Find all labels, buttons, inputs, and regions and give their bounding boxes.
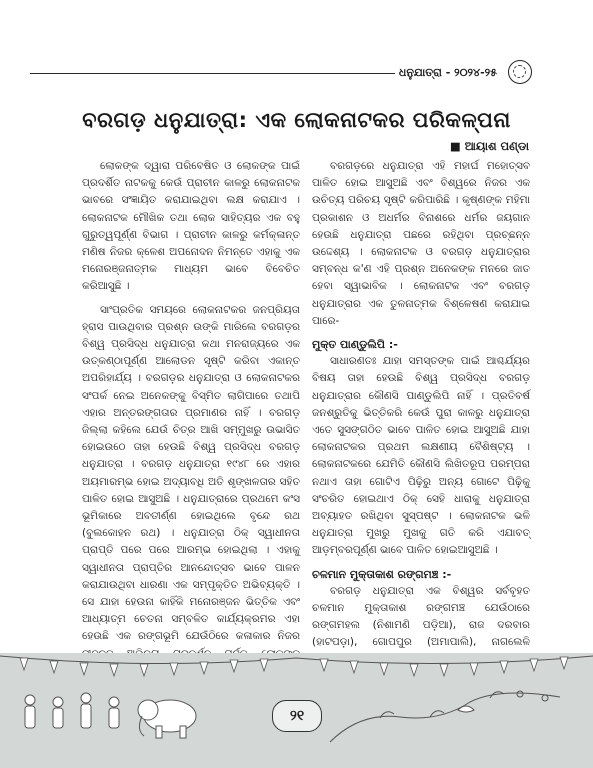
right-paragraph-3: ବରଗଡ଼ ଧନୁଯାତ୍ରା ଏକ ବିଶ୍ୱର ସର୍ବବୃହତ ଚଳମାନ ମୁକ୍ତାକାଶ ରଙ୍ଗମଞ୍ଚ ଯେଉଁଠାରେ ରଙ୍ଗମହଲ (ନିଶାମଣି ପଡ଼ିଆ), ରାଜ ଦରବାର (ହାଟପଡ଼ା), ଗୋପପୁର (ଅମାପାଲି), ନାଗଲେଳି xyxy=(312,584,530,649)
right-paragraph-1: ବରଗଡ଼ରେ ଧନୁଯାତ୍ରା ଏହି ମହାର୍ଘ ମହୋତ୍ସବ ପାଳିତ ହୋଇ ଆସୁଅଛି ଏବଂ ବିଶ୍ୱରେ ନିଜର ଏକ ଉଚିତ୍ୟ ପରିଚୟ ସୃଷ୍ଟି କରିପାରିଛି । କୃଷ୍ଣଙ୍କ ମହିମା ପ୍ରକାଶନ ଓ ଅଧର୍ମର ବିନାଶରେ ଧର୍ମର ଜୟଗାନ ହେଉଛି ଧନୁଯାତ୍ରା ପଛରେ ରହିଥିବା ପ୍ରଚ୍ଛନ୍ନ ଉଦ୍ଦେଶ୍ୟ । ଲୋକନାଟକ ଓ ବରଗଡ଼ ଧନୁଯାତ୍ରାର ସମ୍ବନ୍ଧ କ'ଣ ଏହି ପ୍ରଶ୍ନ ଅନେକଙ୍କ ମନରେ ଜାତ ହେବା ସ୍ୱାଭାବିକ । ଲୋକନାଟକ ଏବଂ ବରଗଡ଼ ଧନୁଯାତ୍ରାର ଏକ ତୁଳନାତ୍ମକ ବିଶ୍ଳେଷଣ କରାଯାଇ ପାରେ- xyxy=(312,160,530,327)
running-title: ଧନୁଯାତ୍ରା - ୨୦୨୪-୨୫ xyxy=(395,66,501,80)
right-column xyxy=(312,158,530,721)
elephant-icon xyxy=(138,700,196,738)
bunting-flags-icon xyxy=(0,652,593,682)
dancing-figures-icon xyxy=(25,693,119,728)
page-number: ୨୧ xyxy=(272,700,322,732)
section-heading-open-stage: ଚଳମାନ ମୁକ୍ତାକାଶ ରଙ୍ଗମଞ୍ଚ :- xyxy=(312,567,452,581)
tree-vine-icon xyxy=(330,691,560,742)
left-paragraph-1: ଲୋକଙ୍କ ଦ୍ୱାରା ପରିବେଷିତ ଓ ଲୋକଙ୍କ ପାଇଁ ପ୍ରଦର୍ଶିତ ନାଟକକୁ କେଉଁ ପ୍ରାଚୀନ କାଳରୁ ଲୋକନାଟକ ଭାବରେ ସଂଜ୍ଞାୟିତ କରାଯାଇଥିବା ଲକ୍ଷ କରାଯାଏ । ଲୋକନାଟକ ମୌଖିକ ତଥା ଲୋକ ସାହିତ୍ୟର ଏକ ବହୁ ଗୁରୁତ୍ୱପୂର୍ଣ୍ଣ ବିଭାଗ । ପ୍ରାଚୀନ କାଳରୁ କର୍ମକ୍ଳାନ୍ତ ମଣିଷ ନିଜର କ୍ଳେଶ ଅପନୋଦନ ନିମନ୍ତେ ଏହାକୁ ଏକ ମନୋରଞ୍ଜନାତ୍ମକ ମାଧ୍ୟମ ଭାବେ ବିବେଚିତ କରିଆସୁଛି । xyxy=(82,160,300,293)
left-paragraph-2: ସାଂପ୍ରତିକ ସମୟରେ ଲୋକନାଟକର ଜନପ୍ରିୟତା ହ୍ରାସ ପାଉଥିବାର ପ୍ରଶ୍ନ ଉଙ୍କି ମାରିଲେ ବରଗଡ଼ର ବିଶ୍ୱ ପ୍ରସିଦ୍ଧ ଧନୁଯାତ୍ରା କଥା ମନରାଜ୍ୟରେ ଏକ ଉତ୍କଣ୍ଠାପୂର୍ଣ୍ଣ ଆଲୋଡନ ସୃଷ୍ଟି କରିବା ଏକାନ୍ତ ଅପରିହାର୍ଯ୍ୟ । ବରଗଡ଼ର ଧନୁଯାତ୍ରା ଓ ଲୋକନାଟକର ସଂପର୍କ ନେଇ ଅନେକଙ୍କୁ ବିସ୍ମିତ ଲାଗିପାରେ ତଥାପି ଏହାର ଅନ୍ତରଙ୍ଗତାର ପ୍ରମାଣର ନାହିଁ । ବରଗଡ଼ ଜିଲ୍ଲା କହିଲେ ଯେଉଁ ଚିତ୍ର ଆଖି ସମ୍ମୁଖରୁ ଉଭାସିତ ହୋଇଉଠେ ତାହା ହେଉଛି ବିଶ୍ୱ ପ୍ରସିଦ୍ଧ ବରଗଡ଼ ଧନୁଯାତ୍ରା । ବରଗଡ଼ ଧନୁଯାତ୍ରା ୧୯୪୮ ରେ ଏହାର ଅୟମାରମ୍ଭ ହୋଇ ଅଦ୍ୟାବଧି ଅତି ଶୃଙ୍ଖଳତାର ସହିତ ପାଳିତ ହୋଇ ଆସୁଅଛି । ଧନୁଯାତ୍ରାରେ ପ୍ରଥମେ କଂସ ଭୂମିକାରେ ଅବତୀର୍ଣ୍ଣ ହୋଇଥିଲେ ବୃନ୍ଦେ ରଥ (ବୁଲକୋହନ ରଥ) । ଧନୁଯାତ୍ରା ଠିକ୍ ସ୍ୱାଧୀନତା ପ୍ରାପ୍ତି ପରେ ପରେ ଆରମ୍ଭ ହୋଇଥିଲା । ଏହାକୁ ସ୍ୱାଧୀନତା ପ୍ରାପ୍ତିର ଆନନ୍ଦୋତ୍ସବ ଭାବେ ପାଳନ କରାଯାଉଥିବା ଧାରଣା ଏକ ସମ୍ପୃକ୍ତିତ ଅଭିବ୍ୟକ୍ତି । ସେ ଯାହା ହେଉନା କାହିଁକି ମନୋରଞ୍ଜନ ଭିତ୍ତିକ ଏବଂ ଆଧ୍ୟାତ୍ମ ଚେତନା ସମ୍ବଳିତ କାର୍ଯ୍ୟକ୍ରମର ଏହା ହେଉଛି ଏକ ରଙ୍ଗଭୂମି ଯେଉଁଠିରେ କଳାକାର ନିଜର xyxy=(82,303,300,643)
right-paragraph-2: ସାଧାରଣତଃ ଯାହା ସମସ୍ତଙ୍କ ପାଇଁ ଆଶ୍ଚର୍ଯ୍ୟର ବିଷୟ ତାହା ହେଉଛି ବିଶ୍ୱ ପ୍ରସିଦ୍ଧ ବରଗଡ଼ ଧନୁଯାତ୍ରାର କୌଣସି ପାଣ୍ଡୁଲିପି ନାହିଁ । ପ୍ରତିବର୍ଷ ଜନଶ୍ରୁତିକୁ ଭିତ୍ତିକରି କେଉଁ ପୁରା କାଳରୁ ଧନୁଯାତ୍ରା ଏତେ ସୁସଙ୍ଗଠିତ ଭାବେ ପାଳିତ ହୋଇ ଆସୁଅଛି ଯାହା ଲୋକନାଟକର ପ୍ରଥମ ଲକ୍ଷଣୀୟ ବୈଶିଷ୍ଟ୍ୟ । ଲୋକନାଟକରେ ଯେମିତି କୌଣସି ଲିଖିତରୂପ ପରମ୍ପରା ନଥାଏ ତାହା ଗୋଟିଏ ପିଢ଼ିରୁ ଅନ୍ୟ ଗୋଟେ ପିଢ଼ିକୁ ସଂଚରିତ ହୋଇଥାଏ ଠିକ୍ ସେହି ଧାରାକୁ ଧନୁଯାତ୍ରା ଅବ୍ୟାହତ ରଖିଥିବା ସୁସ୍ପଷ୍ଟ । ଲୋକନାଟକ ଭଳି ଧନୁଯାତ୍ରା ମୁଖରୁ ମୁଖକୁ ଗତି କରି ଏଯାବତ୍ ଆଡ଼ମ୍ବରପୂର୍ଣ୍ଣ ଭାବେ ପାଳିତ ହୋଇଆସୁଅଛି । xyxy=(312,355,530,557)
left-column xyxy=(82,158,300,697)
article-title: ବରଗଡ଼ ଧନୁଯାତ୍ରା: ଏକ ଲୋକନାଟକର ପରିକଳ୍ପନା xyxy=(82,108,511,132)
bird-icon xyxy=(458,706,474,712)
section-heading-manuscript: ମୁକ୍ତ ପାଣ୍ଡୁଲିପି :- xyxy=(312,338,398,352)
running-header xyxy=(0,66,593,80)
seal-emblem-icon xyxy=(508,60,532,84)
article-author: ■ ଆୟାଶ ପଣ୍ଡା xyxy=(449,139,529,153)
